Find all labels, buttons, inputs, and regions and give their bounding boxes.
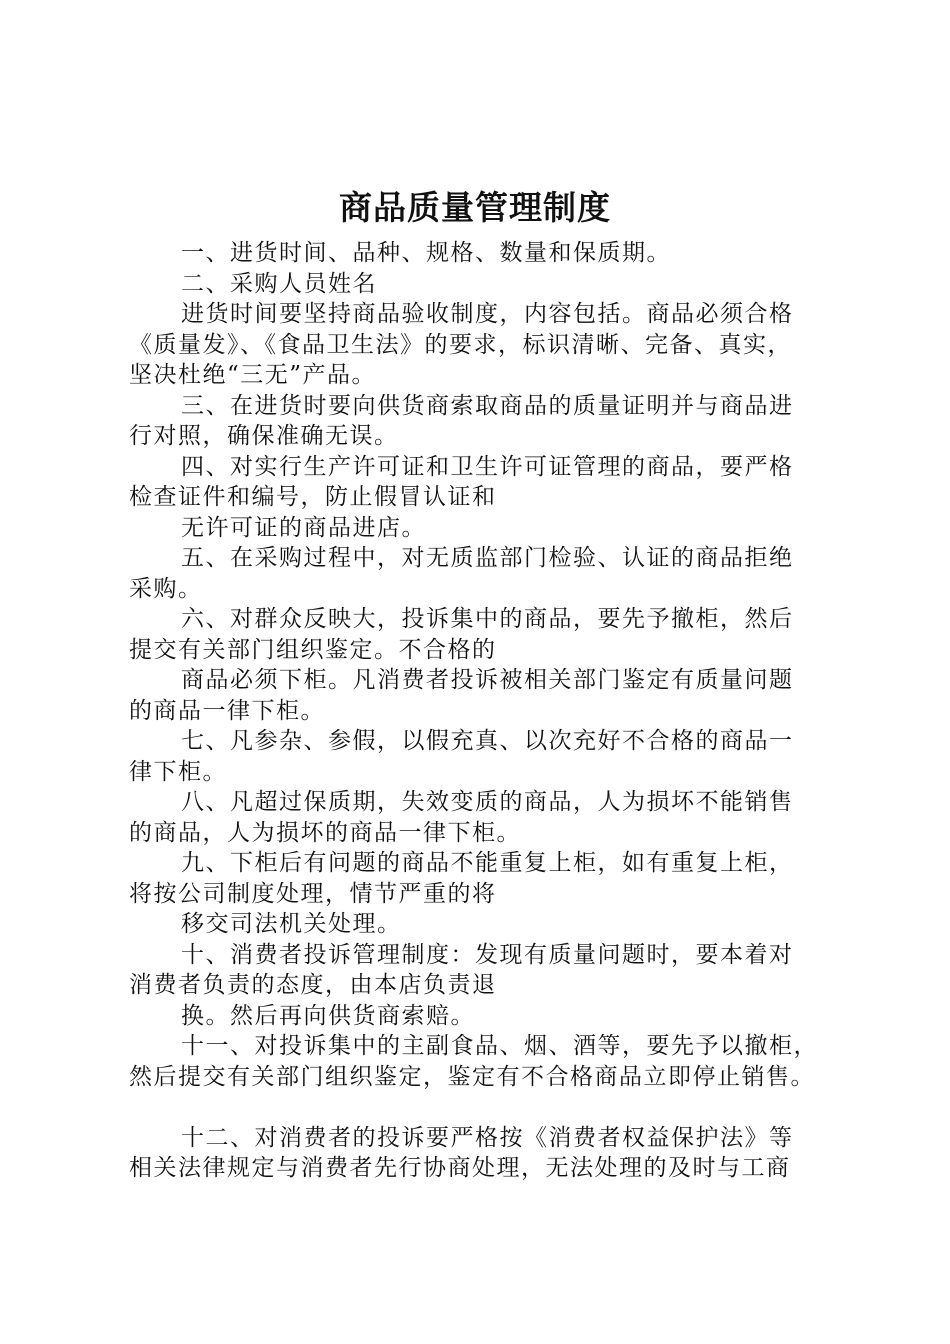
text-line: 五、在采购过程中，对无质监部门检验、认证的商品拒绝 bbox=[181, 545, 794, 571]
document-body bbox=[129, 238, 835, 1184]
text-line: 相关法律规定与消费者先行协商处理，无法处理的及时与工商 bbox=[129, 1155, 791, 1181]
text-line: 二、采购人员姓名 bbox=[181, 270, 377, 297]
document-title: 商品质量管理制度 bbox=[339, 188, 611, 227]
text-line: 行对照，确保准确无误。 bbox=[129, 423, 399, 449]
blank-line bbox=[129, 1092, 835, 1123]
text-line: 提交有关部门组织鉴定。不合格的 bbox=[129, 636, 497, 663]
text-line: 六、对群众反映大，投诉集中的商品，要先予撤柜，然后 bbox=[181, 606, 794, 632]
text-line: 无许可证的商品进店。 bbox=[181, 514, 426, 541]
text-line: 的商品，人为损坏的商品一律下柜。 bbox=[129, 819, 521, 846]
text-line: 十二、对消费者的投诉要严格按《消费者权益保护法》等 bbox=[181, 1124, 794, 1151]
text-line: 律下柜。 bbox=[129, 758, 227, 785]
text-line: 采购。 bbox=[129, 575, 203, 602]
text-line: 的商品一律下柜。 bbox=[129, 697, 325, 724]
text-line: 坚决杜绝“三无”产品。 bbox=[129, 362, 377, 388]
text-line: 消费者负责的态度，由本店负责退 bbox=[129, 972, 497, 998]
text-line: 《质量发》、《食品卫生法》的要求，标识清晰、完备、真实， bbox=[129, 331, 792, 358]
text-line: 检查证件和编号，防止假冒认证和 bbox=[129, 484, 497, 510]
text-line: 八、凡超过保质期，失效变质的商品，人为损坏不能销售 bbox=[181, 789, 794, 815]
text-line: 九、下柜后有问题的商品不能重复上柜，如有重复上柜， bbox=[181, 850, 794, 876]
text-line: 三、在进货时要向供货商索取商品的质量证明并与商品进 bbox=[181, 392, 794, 419]
text-line: 商品必须下柜。凡消费者投诉被相关部门鉴定有质量问题 bbox=[181, 667, 794, 693]
text-line: 十、消费者投诉管理制度：发现有质量问题时，要本着对 bbox=[181, 941, 794, 968]
text-line: 七、凡参杂、参假，以假充真、以次充好不合格的商品一 bbox=[181, 728, 794, 754]
text-line: 一、进货时间、品种、规格、数量和保质期。 bbox=[181, 240, 671, 266]
text-line: 十一、对投诉集中的主副食品、烟、酒等，要先予以撤柜， bbox=[181, 1033, 818, 1059]
text-line: 然后提交有关部门组织鉴定，鉴定有不合格商品立即停止销售。 bbox=[129, 1063, 815, 1090]
text-line: 移交司法机关处理。 bbox=[181, 911, 402, 937]
text-line: 进货时间要坚持商品验收制度，内容包括。商品必须合格 bbox=[181, 301, 794, 327]
text-line: 换。然后再向供货商索赔。 bbox=[181, 1002, 475, 1029]
text-line: 四、对实行生产许可证和卫生许可证管理的商品，要严格 bbox=[181, 453, 794, 480]
text-line: 将按公司制度处理，情节严重的将 bbox=[129, 880, 497, 907]
